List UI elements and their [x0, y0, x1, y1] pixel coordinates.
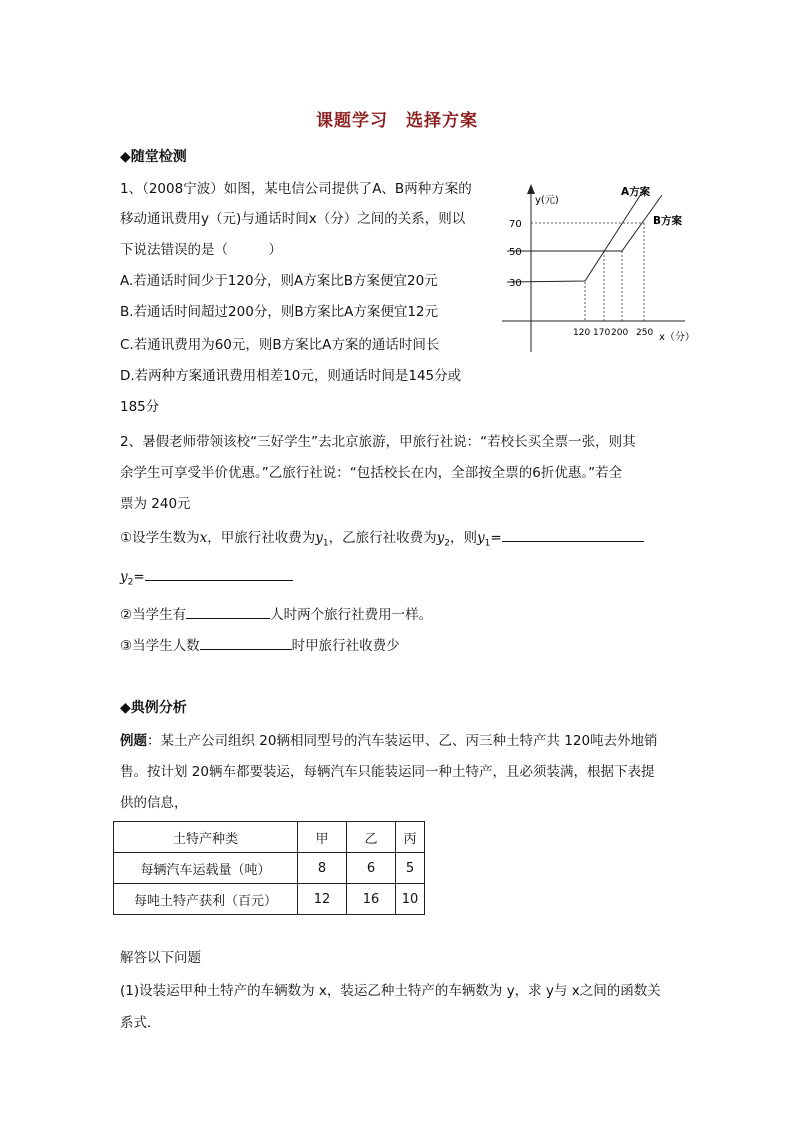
table-header-cell: 乙	[347, 822, 396, 853]
cheaper-blank[interactable]	[200, 635, 292, 650]
example-line: 例题：某土产公司组织 20辆相同型号的汽车装运甲、乙、丙三种土特产共 120吨去外地销	[120, 733, 658, 749]
q1-option-c: C.若通讯费用为60元，则B方案比A方案的通话时间长	[120, 337, 440, 353]
y-axis-arrow	[527, 184, 535, 194]
q1-line: 1、（2008宁波）如图，某电信公司提供了A、B两种方案的	[120, 181, 472, 197]
table-cell: 10	[396, 884, 425, 915]
section-heading-analysis: ◆典例分析	[120, 700, 187, 716]
table-cell: 5	[396, 853, 425, 884]
y-axis-label: y(元)	[535, 195, 559, 206]
answer-q1-cont: 系式．	[120, 1015, 161, 1031]
q2-sub1b: $y_2=$	[120, 566, 293, 588]
x-axis-label: x（分）	[659, 332, 695, 343]
table-row	[114, 853, 425, 884]
page-title: 课题学习 选择方案	[316, 111, 478, 131]
q1-option-d-cont: 185分	[120, 399, 160, 415]
table-cell: 12	[298, 884, 347, 915]
y-tick-label: 30	[509, 278, 522, 289]
plan-a-label: A方案	[621, 186, 651, 198]
table-row	[114, 884, 425, 915]
q1-line: 下说法错误的是（ ）	[120, 242, 282, 258]
x-tick-label: 120	[573, 328, 591, 338]
y-tick-label: 50	[509, 247, 522, 258]
x-tick-label: 170	[593, 328, 611, 338]
table-header-cell: 土特产种类	[114, 822, 298, 853]
y-tick-label: 70	[509, 219, 522, 230]
table-cell: 每吨土特产获利（百元）	[114, 884, 298, 915]
y1-answer-blank[interactable]	[502, 527, 644, 542]
q2-sub2: ②当学生有 人时两个旅行社费用一样。	[120, 603, 432, 623]
q2-sub1: ①设学生数为x，甲旅行社收费为$y_1$，乙旅行社收费为$y_2$，则$y_1=$	[120, 526, 644, 549]
cost-graph	[497, 180, 707, 355]
table-cell: 8	[298, 853, 347, 884]
q2-line: 票为 240元	[120, 496, 191, 512]
specialty-table	[113, 821, 425, 915]
equal-cost-blank[interactable]	[186, 604, 270, 619]
section-heading-quiz: ◆随堂检测	[120, 149, 187, 165]
example-line: 供的信息，	[120, 795, 188, 811]
x-tick-label: 200	[611, 328, 629, 338]
table-header-cell: 丙	[396, 822, 425, 853]
plan-a-line	[507, 191, 643, 282]
table-cell: 6	[347, 853, 396, 884]
table-header-row	[114, 822, 425, 853]
q2-sub3: ③当学生人数 时甲旅行社收费少	[120, 634, 400, 654]
q1-option-b: B.若通话时间超过200分，则B方案比A方案便宜12元	[120, 304, 438, 320]
example-line: 售。按计划 20辆车都要装运，每辆汽车只能装运同一种土特产，且必须装满，根据下表提	[120, 764, 655, 780]
q1-line: 移动通讯费用y（元)与通话时间x（分）之间的关系，则以	[120, 211, 466, 227]
answer-q1: (1)设装运甲种土特产的车辆数为 x，装运乙种土特产的车辆数为 y，求 y与 x之间的函数关	[120, 983, 661, 999]
table-cell: 16	[347, 884, 396, 915]
table-cell: 每辆汽车运载量（吨）	[114, 853, 298, 884]
q2-line: 余学生可享受半价优惠。”乙旅行社说：“包括校长在内，全部按全票的6折优惠。”若全	[120, 465, 623, 481]
plan-b-label: B方案	[653, 215, 683, 227]
x-tick-label: 250	[636, 328, 654, 338]
q2-line: 2、暑假老师带领该校“三好学生”去北京旅游，甲旅行社说：“若校长买全票一张，则其	[120, 434, 636, 450]
q1-option-a: A.若通话时间少于120分，则A方案比B方案便宜20元	[120, 273, 438, 289]
answer-intro: 解答以下问题	[120, 950, 201, 966]
y2-answer-blank[interactable]	[145, 566, 293, 581]
q1-option-d: D.若两种方案通讯费用相差10元，则通话时间是145分或	[120, 368, 462, 384]
table-header-cell: 甲	[298, 822, 347, 853]
